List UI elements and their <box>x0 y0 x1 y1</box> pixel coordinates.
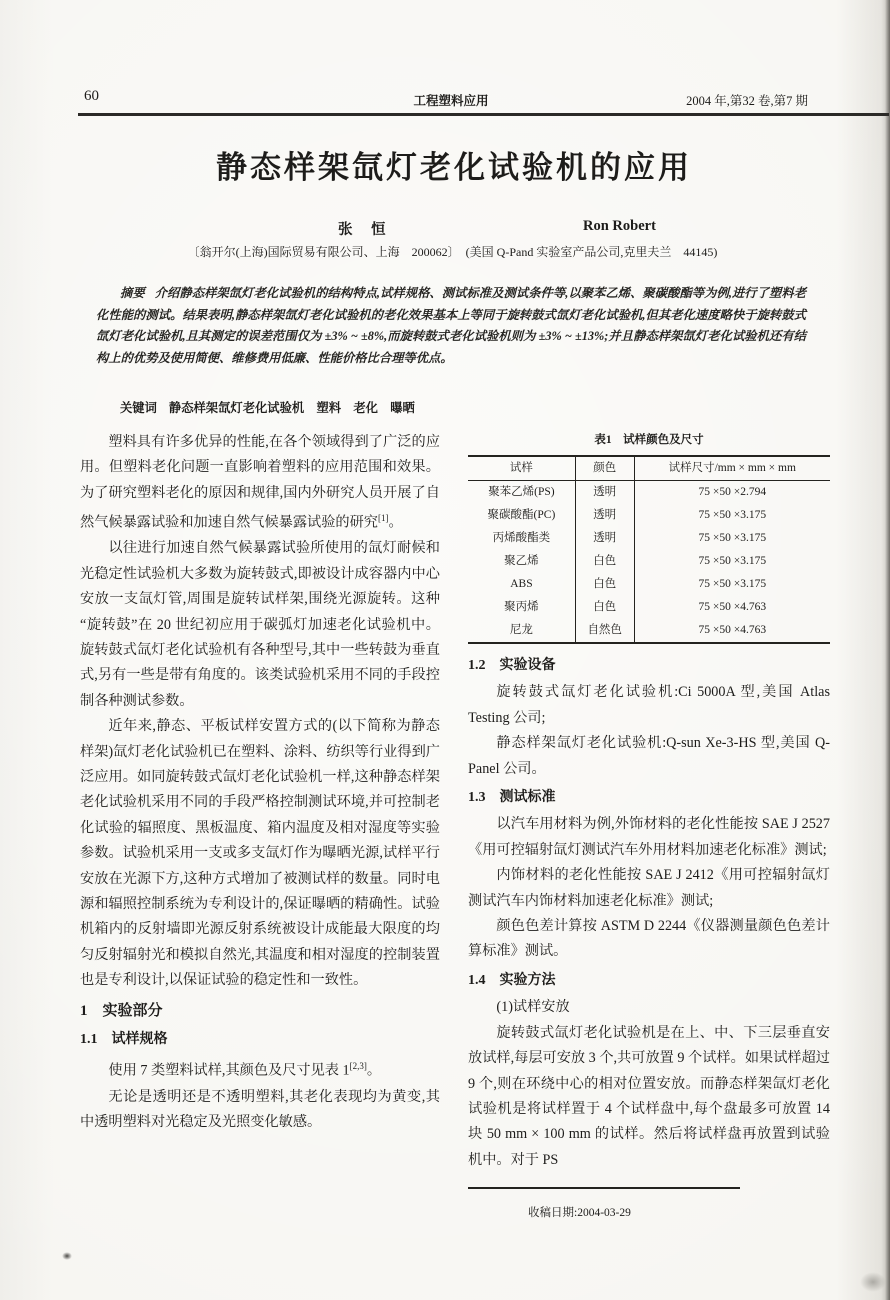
table-caption: 表1 试样颜色及尺寸 <box>594 434 704 446</box>
right-column <box>468 430 830 1227</box>
sample-spec-table <box>468 455 830 644</box>
table-row: 聚苯乙烯(PS) 透明 75 ×50 ×2.794 <box>468 481 830 505</box>
page-number: 60 <box>84 88 99 104</box>
keywords-label: 关键词 <box>120 401 157 415</box>
table-row: ABS 白色 75 ×50 ×3.175 <box>468 573 830 596</box>
subsection-heading-1-3: 1.3 测试标准 <box>468 790 556 806</box>
paragraph: 无论是透明还是不透明塑料,其老化表现均为黄变,其中透明塑料对光稳定及光照变化敏感。 <box>80 1088 440 1131</box>
subsection-heading-1-1: 1.1 试样规格 <box>80 1032 168 1048</box>
issue-info: 2004 年,第32 卷,第7 期 <box>686 94 808 108</box>
authors-row <box>0 218 890 238</box>
paragraph: (1)试样安放 <box>496 999 570 1016</box>
body-columns <box>80 430 830 1227</box>
column-header: 试样尺寸/mm × mm × mm <box>634 456 830 481</box>
keywords-text: 静态样架氙灯老化试验机 塑料 老化 曝晒 <box>168 401 415 415</box>
paragraph: 塑料具有许多优异的性能,在各个领域得到了广泛的应用。但塑料老化问题一直影响着塑料的应用范围和效果。为了研究塑料老化的原因和规律,国内外研究人员开展了自然气候暴露试验和加速自然气候暴露试验的研究[1]。 <box>80 434 440 531</box>
paragraph: 内饰材料的老化性能按 SAE J 2412《用可控辐射氙灯测试汽车内饰材料加速老化标准》测试; <box>468 867 830 909</box>
paragraph: 旋转鼓式氙灯老化试验机是在上、中、下三层垂直安放试样,每层可安放 3 个,共可放置 9 个试样。如果试样超过 9 个,则在环绕中心的相对位置安放。而静态样架氙灯老化试验机是将试样置于 4 个试样盘中,每个盘最多可放置 14 块 50 mm × 100 mm 的试样。然后将试样盘再放置到试验机中。对于 PS <box>468 1024 830 1168</box>
footnote-rule <box>468 1187 740 1189</box>
column-header: 颜色 <box>575 456 634 481</box>
running-head <box>84 88 818 108</box>
author-name-cn: 张 恒 <box>338 222 388 238</box>
author-name-en: Ron Robert <box>583 218 656 234</box>
abstract-text: 介绍静态样架氙灯老化试验机的结构特点,试样规格、测试标准及测试条件等,以聚苯乙烯、聚碳酸酯等为例,进行了塑料老化性能的测试。结果表明,静态样架氙灯老化试验机的老化效果基本上等同于旋转鼓式氙灯老化试验机,但其老化速度略快于旋转鼓式氙灯老化试验机,且其测定的误差范围仅为 ±3% ~ ±8%,而旋转鼓式老化试验机则为 ±3% ~ ±13%;并且静态样架氙灯老化试验机还有结构上的优势及使用简便、维修费用低廉、性能价格比合理等优点。 <box>96 286 806 365</box>
affiliation: 〔翁开尔(上海)国际贸易有限公司、上海 200062〕 (美国 Q-Pand 实验室产品公司,克里夫兰 44145) <box>187 245 718 259</box>
journal-name: 工程塑料应用 <box>413 94 489 108</box>
article-title: 静态样架氙灯老化试验机的应用 <box>216 150 692 185</box>
subsection-heading-1-4: 1.4 实验方法 <box>468 972 556 988</box>
abstract-label: 摘要 <box>120 286 145 300</box>
paragraph: 近年来,静态、平板试样安置方式的(以下简称为静态样架)氙灯老化试验机已在塑料、涂料、纺织等行业得到广泛应用。如同旋转鼓式氙灯老化试验机一样,这种静态样架老化试验机采用不同的手段严格控制测试环境,并可控制老化试验的辐照度、黑板温度、箱内温度及相对湿度等实验参数。试验机采用一支或多支氙灯作为曝晒光源,试样平行安放在光源下方,这种方式增加了被测试样的数量。同时电源和辐照控制系统为专利设计的,保证曝晒的精确性。试验机箱内的反射墙即光源反射系统被设计成能最大限度的均匀反射辐射光和模拟自然光,其温度和相对湿度的控制装置也是专利设计,以保证试验的稳定性和一致性。 <box>80 718 440 989</box>
paragraph: 以往进行加速自然气候暴露试验所使用的氙灯耐候和光稳定性试验机大多数为旋转鼓式,即被设计成容器内中心安放一支氙灯管,周围是旋转试样架,围绕光源旋转。这种“旋转鼓”在 20 世纪初应用于碳弧灯加速老化试验机中。旋转鼓式氙灯老化试验机有各种型号,其中一些转鼓为垂直式,另有一些是带有角度的。该类试验机采用不同的手段控制各种测试参数。 <box>80 540 440 709</box>
keywords <box>96 398 806 416</box>
abstract <box>96 283 806 369</box>
citation-ref: [1] <box>377 513 389 524</box>
header-rule <box>78 113 889 116</box>
received-date: 收稿日期:2004-03-29 <box>528 1207 631 1220</box>
paragraph: 颜色色差计算按 ASTM D 2244《仪器测量颜色色差计算标准》测试。 <box>468 918 830 960</box>
paragraph: 以汽车用材料为例,外饰材料的老化性能按 SAE J 2527《用可控辐射氙灯测试汽车外用材料加速老化标准》测试; <box>468 816 830 858</box>
table-header-row <box>468 456 830 481</box>
paragraph: 使用 7 类塑料试样,其颜色及尺寸见表 1[2,3]。 <box>108 1061 382 1080</box>
scan-artifact-speck <box>860 1272 886 1292</box>
table-row: 聚乙烯 白色 75 ×50 ×3.175 <box>468 550 830 573</box>
paragraph: 静态样架氙灯老化试验机:Q-sun Xe-3-HS 型,美国 Q-Panel 公司。 <box>468 735 830 777</box>
left-column <box>80 430 440 1227</box>
scan-artifact-speck <box>62 1252 72 1260</box>
table-row: 丙烯酸酯类 透明 75 ×50 ×3.175 <box>468 527 830 550</box>
section-heading-1: 1 实验部分 <box>80 1002 163 1019</box>
table-row: 尼龙 自然色 75 ×50 ×4.763 <box>468 619 830 643</box>
table-row: 聚碳酸酯(PC) 透明 75 ×50 ×3.175 <box>468 504 830 527</box>
table-row: 聚丙烯 白色 75 ×50 ×4.763 <box>468 596 830 619</box>
subsection-heading-1-2: 1.2 实验设备 <box>468 658 556 673</box>
column-header: 试样 <box>468 456 575 481</box>
citation-ref: [2,3] <box>349 1061 367 1072</box>
paragraph: 旋转鼓式氙灯老化试验机:Ci 5000A 型,美国 Atlas Testing 公司; <box>468 684 830 726</box>
scan-edge-shadow <box>885 0 890 1300</box>
